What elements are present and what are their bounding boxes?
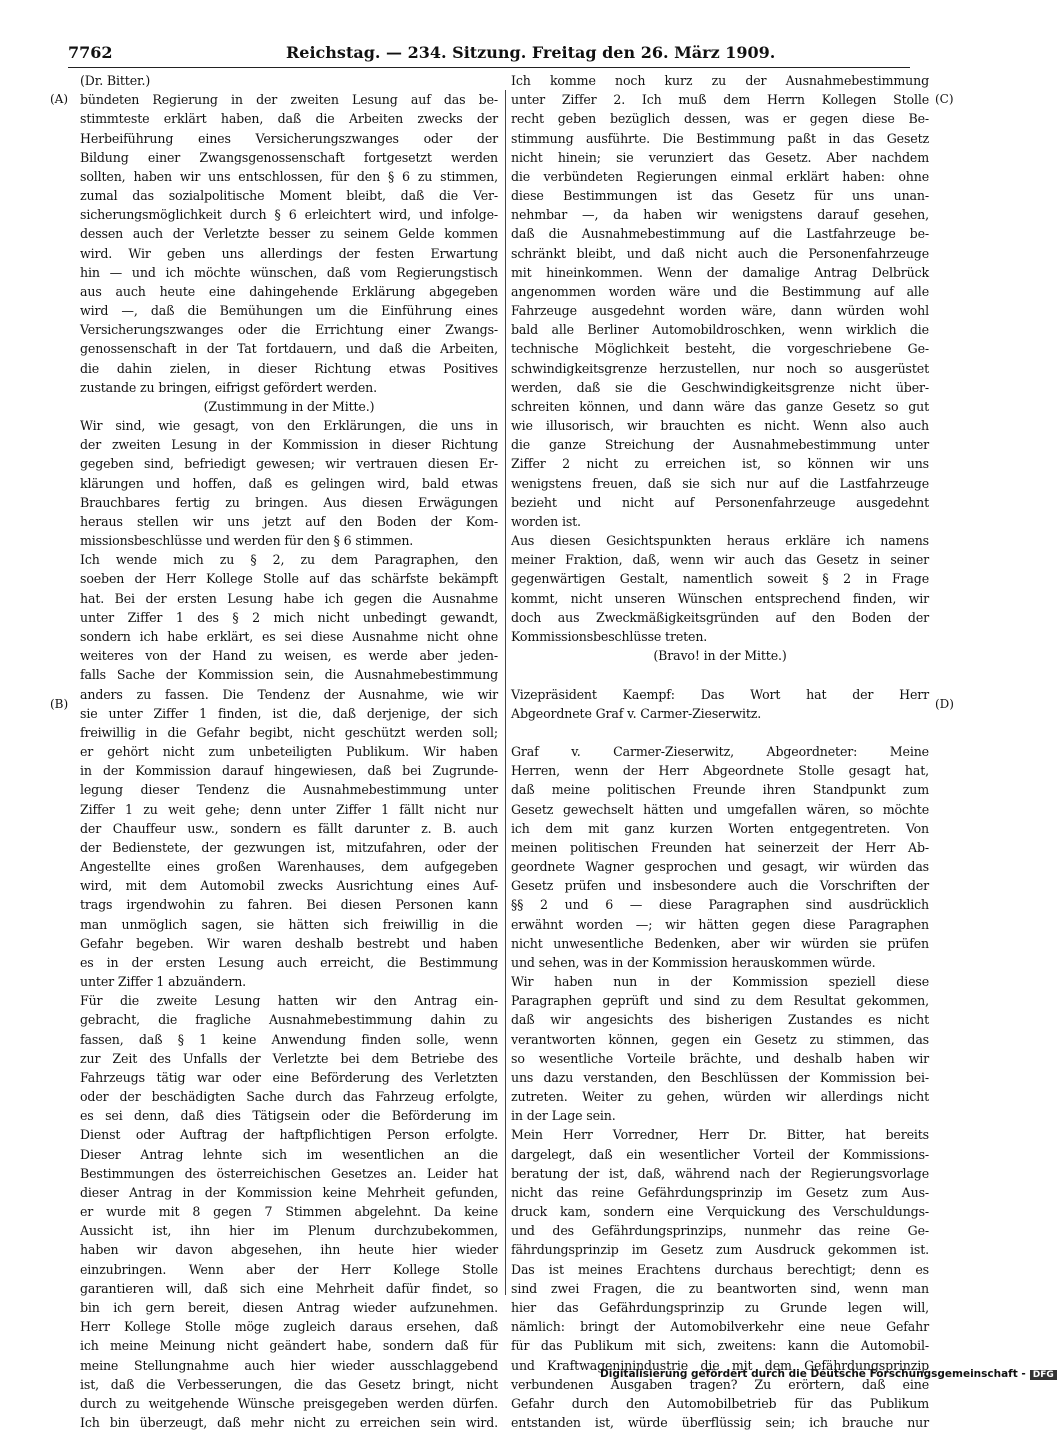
text-line: schränkt bleibt, und daß nicht auch die Personenfahrzeuge: [511, 245, 929, 261]
text-line: meinen politischen Freunden hat seinerzeit der Herr Ab-: [511, 839, 929, 855]
text-line: diese Bestimmungen ist das Gesetz für uns unan-: [511, 188, 929, 204]
text-line: anders zu fassen. Die Tendenz der Ausnahme, wie wir: [80, 686, 498, 702]
text-line: sicherungsmöglichkeit durch § 6 erleichtert wird, und infolge-: [80, 207, 498, 223]
text-line: [511, 665, 929, 684]
text-line: in der Kommission darauf hingewiesen, daß bei Zugrunde-: [80, 763, 498, 779]
text-line: ist, daß die Verbesserungen, die das Gesetz bringt, nicht: [80, 1376, 498, 1392]
text-line: Gefahr begeben. Wir waren deshalb bestrebt und haben: [80, 935, 498, 951]
text-line: soeben der Herr Kollege Stolle auf das schärfste bekämpft: [80, 571, 498, 587]
column-divider: [505, 90, 506, 1295]
text-line: verbundenen Ausgaben tragen? Zu erörtern, daß eine: [511, 1376, 929, 1392]
text-line: einzubringen. Wenn aber der Herr Kollege Stolle: [80, 1261, 498, 1277]
text-line: hier das Gefährdungsprinzip zu Grunde legen will,: [511, 1300, 929, 1315]
text-line: haben wir davon abgesehen, ihn heute hier wieder: [80, 1242, 498, 1258]
text-line: §§ 2 und 6 — diese Paragraphen sind ausdrücklich: [511, 897, 929, 913]
text-line: nämlich: bringt der Automobilverkehr eine neue Gefahr: [511, 1319, 929, 1335]
text-line: daß die Ausnahmebestimmung auf die Lastfahrzeuge be-: [511, 226, 929, 242]
text-line: dessen auch der Verletzte besser zu seinem Gelde kommen: [80, 226, 498, 242]
text-line: dargelegt, daß ein wesentlicher Vorteil der Kommissions-: [511, 1146, 929, 1162]
text-line: Fahrzeuge ausgedehnt worden wäre, dann würden wohl: [511, 303, 929, 319]
text-line: meine Stellungnahme auch hier wieder ausschlaggebend: [80, 1357, 498, 1373]
text-line: Ich komme noch kurz zu der Ausnahmebestimmung: [511, 73, 929, 88]
text-line: unter Ziffer 2. Ich muß dem Herrn Kollegen Stolle: [511, 92, 929, 108]
text-line: mit hineinkommen. Wenn der damalige Antrag Delbrück: [511, 264, 929, 280]
text-line: der Bedienstete, der gezwungen ist, mitzufahren, oder der: [80, 839, 498, 855]
text-line: Bildung einer Zwangsgenossenschaft fortgesetzt werden: [80, 149, 498, 165]
text-line: der zweiten Lesung in der Kommission in dieser Richtung: [80, 437, 498, 453]
text-line: oder der beschädigten Sache durch das Fahrzeug erfolgte,: [80, 1089, 498, 1105]
text-line: geordnete Wagner gesprochen und gesagt, wir würden das: [511, 859, 929, 875]
running-title: Reichstag. — 234. Sitzung. Freitag den 26. März 1909.: [286, 43, 776, 62]
text-line: verantworten können, gegen ein Gesetz zu stimmen, das: [511, 1031, 929, 1047]
text-line: Kommissionsbeschlüsse treten.: [511, 628, 708, 644]
text-line: es in der ersten Lesung auch erreicht, die Bestimmung: [80, 954, 498, 970]
text-line: bezieht und nicht auf Personenfahrzeuge ausgedehnt: [511, 494, 929, 510]
text-line: entstanden ist, würde überflüssig sein; ich brauche nur: [511, 1415, 929, 1431]
text-line: unter Ziffer 1 abzuändern.: [80, 974, 247, 990]
text-line: so wesentliche Vorteile brächte, und deshalb haben wir: [511, 1050, 929, 1066]
text-line: Aus diesen Gesichtspunkten heraus erkläre ich namens: [511, 533, 929, 549]
page-number: 7762: [68, 43, 113, 62]
text-line: wie illusorisch, wir brauchten es nicht. Wenn also auch: [511, 418, 929, 434]
text-line: Herren, wenn der Herr Abgeordnete Stolle gesagt hat,: [511, 763, 929, 779]
text-line: wird. Wir geben uns allerdings der festen Erwartung: [80, 245, 498, 261]
text-line: schreiten können, und dann wäre das ganze Gesetz so gut: [511, 398, 929, 414]
text-line: nicht unwesentliche Bedenken, aber wir würden sie prüfen: [511, 935, 929, 951]
text-line: falls Sache der Kommission sein, die Ausnahmebestimmung: [80, 667, 498, 683]
text-line: Herr Kollege Stolle möge zugleich daraus ersehen, daß: [80, 1319, 498, 1335]
text-line: sie unter Ziffer 1 finden, ist die, daß derjenige, der sich: [80, 705, 498, 721]
text-line: Ziffer 1 zu weit gehe; denn unter Ziffer 1 fällt nicht nur: [80, 801, 498, 817]
text-line: wird, mit dem Automobil zwecks Ausrichtung eines Auf-: [80, 878, 498, 894]
text-line: Vizepräsident Kaempf: Das Wort hat der Herr: [511, 686, 929, 702]
text-line: gebracht, die fragliche Ausnahmebestimmung dahin zu: [80, 1012, 498, 1028]
text-line: garantieren will, daß sich eine Mehrheit dafür findet, so: [80, 1280, 498, 1296]
text-line: stimmung ausführte. Die Bestimmung paßt in das Gesetz: [511, 130, 929, 146]
margin-marker-b: (B): [50, 697, 69, 711]
text-line: Paragraphen geprüft und sind zu dem Resultat gekommen,: [511, 993, 929, 1009]
text-line: die verbündeten Regierungen einmal erklärt haben: ohne: [511, 168, 929, 184]
text-line: hin — und ich möchte wünschen, daß vom Regierungstisch: [80, 264, 498, 280]
text-line: (Dr. Bitter.): [80, 73, 151, 88]
text-line: schwindigkeitsgrenze herzustellen, nur noch so ausgerüstet: [511, 360, 929, 376]
text-line: es sei denn, daß dies Tätigsein oder die Beförderung im: [80, 1108, 498, 1124]
margin-marker-c: (C): [935, 92, 954, 106]
text-line: daß meine politischen Freunde ihren Standpunkt zum: [511, 782, 929, 798]
text-line: Dieser Antrag lehnte sich im wesentlichen an die: [80, 1146, 498, 1162]
text-line: Für die zweite Lesung hatten wir den Antrag ein-: [80, 993, 498, 1009]
text-line: hat. Bei der ersten Lesung habe ich gegen die Ausnahme: [80, 590, 498, 606]
text-line: Das ist meines Erachtens durchaus berechtigt; denn es: [511, 1261, 929, 1277]
text-line: die ganze Streichung der Ausnahmebestimmung unter: [511, 437, 929, 453]
text-line: dieser Antrag in der Kommission keine Mehrheit gefunden,: [80, 1184, 498, 1200]
text-line: klärungen und hoffen, daß es gelingen wird, bald etwas: [80, 475, 498, 491]
text-line: doch aus Zweckmäßigkeitsgründen auf den Boden der: [511, 609, 929, 625]
text-line: druck kam, sondern eine Verquickung des Verschuldungs-: [511, 1204, 929, 1220]
text-line: ich meine Meinung nicht geändert habe, sondern daß für: [80, 1338, 498, 1354]
page-header: [68, 43, 910, 68]
text-line: Ich wende mich zu § 2, zu dem Paragraphen, den: [80, 552, 498, 568]
text-line: zumal das sozialpolitische Moment bleibt, daß die Ver-: [80, 188, 498, 204]
text-line: (Zustimmung in der Mitte.): [203, 398, 375, 414]
margin-marker-a: (A): [50, 92, 69, 106]
text-line: der Chauffeur usw., sondern es fällt darunter z. B. auch: [80, 820, 498, 836]
text-line: Gesetz gewechselt hätten und umgefallen wären, so möchte: [511, 801, 929, 817]
text-line: fassen, daß § 1 keine Anwendung finden solle, wenn: [80, 1031, 498, 1047]
text-line: zur Zeit des Unfalls der Verletzte bei dem Betriebe des: [80, 1050, 498, 1066]
text-line: durch zu weitgehende Wünsche preisgegeben werden dürfen.: [80, 1395, 498, 1411]
text-line: Ziffer 2 nicht zu erreichen ist, so können wir uns: [511, 456, 929, 472]
text-line: bald alle Berliner Automobildroschken, wenn wirklich die: [511, 322, 929, 338]
text-line: er gehört nicht zum unbeteiligten Publikum. Wir haben: [80, 744, 498, 760]
text-line: Brauchbares fertig zu bringen. Aus diesen Erwägungen: [80, 494, 498, 510]
text-line: Ich bin überzeugt, daß mehr nicht zu erreichen sein wird.: [80, 1415, 498, 1431]
text-line: Wir sind, wie gesagt, von den Erklärungen, die uns in: [80, 418, 498, 434]
margin-marker-d: (D): [935, 697, 954, 711]
text-line: daß wir angesichts des bisherigen Zustandes es nicht: [511, 1012, 929, 1028]
text-line: Graf v. Carmer-Zieserwitz, Abgeordneter: Meine: [511, 744, 929, 760]
text-line: bin ich gern bereit, diesen Antrag wieder aufzunehmen.: [80, 1300, 498, 1315]
text-line: aus auch heute eine dahingehende Erklärung abgegeben: [80, 283, 498, 299]
text-line: Aussicht ist, ihn hier im Plenum durchzubekommen,: [80, 1223, 498, 1239]
text-line: Gefahr durch den Automobilbetrieb für das Publikum: [511, 1395, 929, 1411]
text-line: Mein Herr Vorredner, Herr Dr. Bitter, hat bereits: [511, 1127, 929, 1143]
text-line: bündeten Regierung in der zweiten Lesung auf das be-: [80, 92, 498, 108]
text-line: worden ist.: [511, 513, 581, 529]
text-line: wird —, daß die Bemühungen um die Einführung eines: [80, 303, 498, 319]
text-line: Angestellte eines großen Warenhauses, dem aufgegeben: [80, 859, 498, 875]
text-line: (Bravo! in der Mitte.): [653, 648, 787, 664]
text-line: Gesetz prüfen und insbesondere auch die Vorschriften der: [511, 878, 929, 894]
text-line: unter Ziffer 1 des § 2 mich nicht unbedingt gewandt,: [80, 609, 498, 625]
text-line: werden, daß sie die Geschwindigkeitsgrenze nicht über-: [511, 379, 929, 395]
text-line: uns dazu verstanden, den Beschlüssen der Kommission bei-: [511, 1069, 929, 1085]
text-line: nicht das reine Gefährdungsprinzip im Gesetz zum Aus-: [511, 1184, 929, 1200]
dfg-logo: DFG: [1030, 1370, 1057, 1380]
text-line: [511, 723, 929, 742]
text-line: und des Gefährdungsprinzips, nunmehr das reine Ge-: [511, 1223, 929, 1239]
text-line: wenigstens freuen, daß sie sich nur auf die Lastfahrzeuge: [511, 475, 929, 491]
text-line: nicht hinein; sie verunziert das Gesetz. Aber nachdem: [511, 149, 929, 165]
text-line: stimmteste erklärt haben, daß die Arbeiten zwecks der: [80, 111, 498, 127]
text-line: genossenschaft in der Tat fortdauern, und daß die Arbeiten,: [80, 341, 498, 357]
text-line: meiner Fraktion, daß, wenn wir auch das Gesetz in seiner: [511, 552, 929, 568]
text-line: und Kraftwageninindustrie die mit dem Gefährdungsprinzip: [511, 1357, 929, 1373]
text-line: legung dieser Tendenz die Ausnahmebestimmung unter: [80, 782, 498, 798]
text-line: für das Publikum mit sich, zweitens: kann die Automobil-: [511, 1338, 929, 1354]
text-line: sollten, haben wir uns entschlossen, für den § 6 zu stimmen,: [80, 168, 498, 184]
text-line: erwähnt worden —; wir hätten gegen diese Paragraphen: [511, 916, 929, 932]
text-line: Abgeordnete Graf v. Carmer-Zieserwitz.: [511, 705, 762, 721]
text-line: recht geben bezüglich dessen, was er gegen diese Be-: [511, 111, 929, 127]
text-line: zutreten. Weiter zu gehen, würden wir allerdings nicht: [511, 1089, 929, 1105]
text-line: missionsbeschlüsse und werden für den § 6 stimmen.: [80, 533, 414, 549]
text-line: gegeben sind, befriedigt gewesen; wir vertrauen diesen Er-: [80, 456, 498, 472]
text-line: zustande zu bringen, eifrigst gefördert werden.: [80, 379, 377, 395]
text-line: angenommen worden wäre und die Bestimmung auf alle: [511, 283, 929, 299]
text-line: er wurde mit 8 gegen 7 Stimmen abgelehnt. Da keine: [80, 1204, 498, 1220]
footer-text: Digitalisierung gefördert durch die Deutsche Forschungsgemeinschaft -: [600, 1368, 1026, 1380]
footer-credit: [600, 1368, 1057, 1380]
text-line: freiwillig in die Gefahr begibt, nicht geschützt werden soll;: [80, 724, 498, 740]
right-text-column: [511, 71, 929, 1432]
text-line: sind zwei Fragen, die zu beantworten sind, wenn man: [511, 1280, 929, 1296]
text-line: Wir haben nun in der Kommission speziell diese: [511, 974, 929, 990]
text-line: in der Lage sein.: [511, 1108, 616, 1124]
text-line: trags irgendwohin zu fahren. Bei diesen Personen kann: [80, 897, 498, 913]
text-line: Bestimmungen des österreichischen Gesetzes an. Leider hat: [80, 1165, 498, 1181]
text-line: gegenwärtigen Gestalt, namentlich soweit § 2 in Frage: [511, 571, 929, 587]
text-line: ich dem mit ganz kurzen Worten entgegentreten. Von: [511, 820, 929, 836]
text-line: weiteres von der Hand zu weisen, es werde aber jeden-: [80, 648, 498, 664]
text-line: sondern ich habe erklärt, es sei diese Ausnahme nicht ohne: [80, 628, 498, 644]
text-line: und sehen, was in der Kommission herauskommen würde.: [511, 954, 876, 970]
text-line: nehmbar —, da haben wir wenigstens darauf gesehen,: [511, 207, 929, 223]
text-line: beratung der ist, daß, während nach der Regierungsvorlage: [511, 1165, 929, 1181]
text-line: die dahin zielen, in dieser Richtung etwas Positives: [80, 360, 498, 376]
text-line: kommt, nicht unseren Wünschen entsprechend finden, wir: [511, 590, 929, 606]
text-line: Fahrzeugs tätig war oder eine Beförderung des Verletzten: [80, 1069, 498, 1085]
text-line: Dienst oder Auftrag der haftpflichtigen Person erfolgte.: [80, 1127, 498, 1143]
text-line: Versicherungszwanges oder die Errichtung einer Zwangs-: [80, 322, 498, 338]
left-text-column: [80, 71, 498, 1432]
text-line: technische Möglichkeit besteht, die vorgeschriebene Ge-: [511, 341, 929, 357]
text-line: fährdungsprinzip im Gesetz zum Ausdruck gekommen ist.: [511, 1242, 929, 1258]
text-line: Herbeiführung eines Versicherungszwanges oder der: [80, 130, 498, 146]
text-line: heraus stellen wir uns jetzt auf den Boden der Kom-: [80, 513, 498, 529]
text-line: man unmöglich sagen, sie hätten sich freiwillig in die: [80, 916, 498, 932]
